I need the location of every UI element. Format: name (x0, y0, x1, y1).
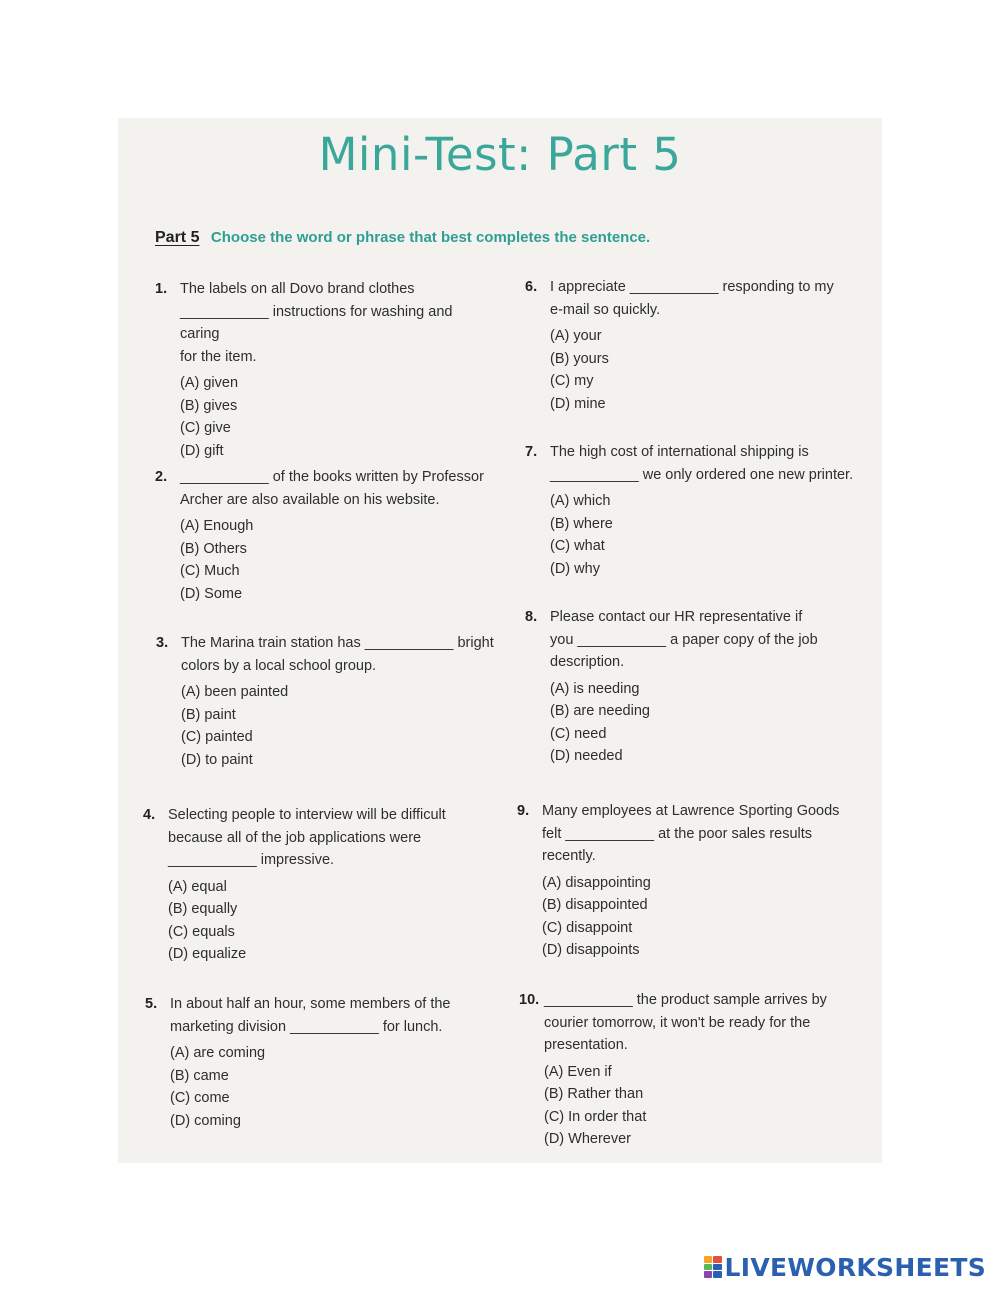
part-header (155, 229, 650, 247)
question-text: The high cost of international shipping is ___________ we only ordered one new printer. (550, 444, 854, 483)
question-5 (145, 993, 485, 1132)
part-instruction: Choose the word or phrase that best completes the sentence. (210, 229, 651, 246)
option-b[interactable]: (B) gives (180, 397, 238, 414)
option-d[interactable]: (D) equalize (168, 946, 247, 962)
option-b[interactable]: (B) Rather than (544, 1086, 644, 1102)
options-list (168, 876, 483, 966)
question-number: 1. (155, 281, 168, 297)
question-text: I appreciate ___________ responding to my e-mail so quickly. (550, 279, 834, 318)
option-d[interactable]: (D) mine (550, 395, 606, 412)
question-6 (525, 276, 865, 415)
question-text: ___________ the product sample arrives by courier tomorrow, it won't be ready for the presentation. (544, 992, 827, 1053)
option-b[interactable]: (B) paint (181, 706, 236, 723)
option-a[interactable]: (A) disappointing (542, 874, 651, 891)
question-9 (517, 800, 857, 962)
question-number: 10. (519, 992, 540, 1008)
question-number: 5. (145, 996, 158, 1012)
question-7 (525, 441, 865, 580)
options-list (180, 515, 495, 605)
question-3 (156, 632, 496, 771)
option-d[interactable]: (D) coming (170, 1112, 241, 1129)
option-b[interactable]: (B) Others (180, 540, 247, 557)
options-list (542, 872, 857, 962)
option-b[interactable]: (B) yours (550, 350, 609, 367)
question-number: 4. (143, 807, 156, 823)
question-text: Selecting people to interview will be difficult because all of the job applications were ___________ impressive. (168, 807, 446, 868)
question-number: 3. (156, 635, 169, 651)
option-a[interactable]: (A) been painted (181, 684, 289, 700)
question-2 (155, 466, 495, 605)
question-1 (155, 278, 495, 462)
question-text: Please contact our HR representative if you ___________ a paper copy of the job description. (550, 609, 818, 670)
options-list (181, 681, 496, 771)
question-number: 2. (155, 469, 168, 485)
question-number: 8. (525, 609, 538, 625)
option-c[interactable]: (C) painted (181, 729, 253, 745)
question-text: Many employees at Lawrence Sporting Goods felt ___________ at the poor sales results recently. (542, 803, 840, 864)
question-text: In about half an hour, some members of the marketing division ___________ for lunch. (170, 996, 451, 1035)
option-d[interactable]: (D) to paint (181, 751, 253, 768)
option-a[interactable]: (A) Even if (544, 1063, 612, 1080)
option-b[interactable]: (B) disappointed (542, 897, 648, 913)
option-b[interactable]: (B) are needing (550, 703, 650, 719)
option-a[interactable]: (A) equal (168, 878, 227, 895)
question-number: 7. (525, 444, 538, 460)
option-d[interactable]: (D) Wherever (544, 1131, 632, 1147)
options-list (550, 490, 865, 580)
question-text: ___________ of the books written by Professor Archer are also available on his website. (180, 469, 484, 508)
options-list (550, 325, 865, 415)
option-c[interactable]: (C) come (170, 1090, 230, 1106)
option-d[interactable]: (D) why (550, 560, 600, 577)
options-list (180, 372, 495, 462)
option-d[interactable]: (D) disappoints (542, 942, 640, 958)
question-number: 6. (525, 279, 538, 295)
option-b[interactable]: (B) where (550, 515, 613, 532)
option-b[interactable]: (B) equally (168, 901, 238, 917)
question-text: The labels on all Dovo brand clothes ___________ instructions for washing and caring for the item. (180, 281, 453, 365)
liveworksheets-logo[interactable] (704, 1254, 986, 1280)
question-4 (143, 804, 483, 966)
option-c[interactable]: (C) disappoint (542, 919, 633, 936)
liveworksheets-logo-icon (704, 1256, 722, 1278)
option-d[interactable]: (D) gift (180, 442, 224, 459)
option-c[interactable]: (C) give (180, 420, 231, 436)
options-list (550, 678, 865, 768)
option-b[interactable]: (B) came (170, 1067, 229, 1084)
option-a[interactable]: (A) given (180, 375, 239, 391)
part-label: Part 5 (155, 229, 200, 246)
option-c[interactable]: (C) what (550, 538, 605, 554)
question-8 (525, 606, 865, 768)
option-d[interactable]: (D) needed (550, 748, 623, 764)
option-a[interactable]: (A) is needing (550, 680, 640, 697)
logo-text: LIVEWORKSHEETS (724, 1252, 986, 1282)
options-list (544, 1061, 859, 1151)
question-number: 9. (517, 803, 530, 819)
option-c[interactable]: (C) In order that (544, 1108, 647, 1125)
page-title: Mini-Test: Part 5 (318, 128, 682, 181)
question-text: The Marina train station has ___________ bright colors by a local school group. (181, 635, 494, 674)
option-c[interactable]: (C) Much (180, 563, 240, 579)
option-a[interactable]: (A) Enough (180, 518, 254, 534)
options-list (170, 1042, 485, 1132)
question-10 (519, 989, 859, 1151)
option-a[interactable]: (A) are coming (170, 1045, 266, 1061)
option-c[interactable]: (C) equals (168, 923, 235, 940)
option-c[interactable]: (C) my (550, 373, 594, 389)
option-a[interactable]: (A) your (550, 328, 602, 344)
option-c[interactable]: (C) need (550, 725, 607, 742)
option-a[interactable]: (A) which (550, 493, 611, 509)
option-d[interactable]: (D) Some (180, 585, 243, 602)
